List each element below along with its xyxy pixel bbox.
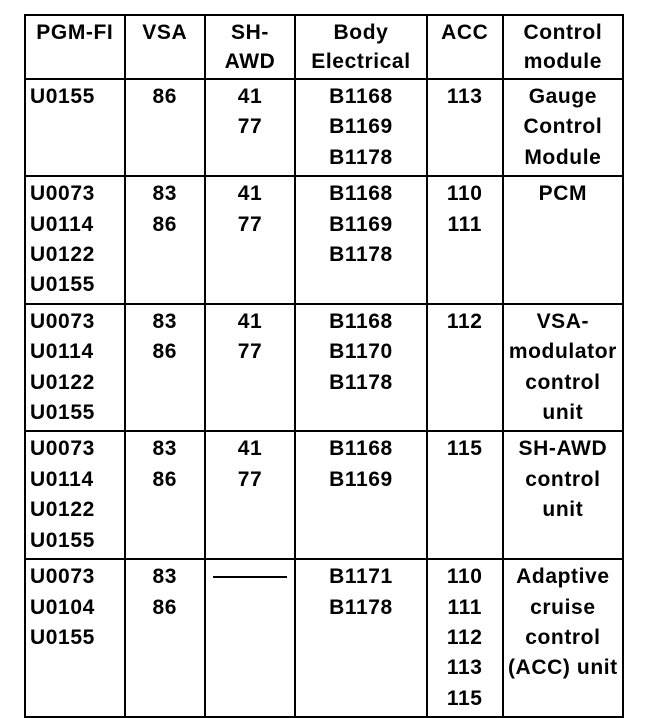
cell-sh-awd	[205, 559, 295, 717]
cell-pgm-fi	[25, 79, 125, 176]
module-text: Gauge	[528, 85, 598, 108]
header-body-electrical	[295, 15, 427, 79]
cell-body-electrical	[295, 79, 427, 176]
cell-pgm-fi	[25, 431, 125, 559]
cell-acc	[427, 559, 503, 717]
cell-vsa	[125, 304, 205, 432]
cell-sh-awd	[205, 79, 295, 176]
code: U0073	[30, 565, 95, 589]
code: 41	[237, 437, 263, 461]
module-text: VSA-	[536, 309, 590, 333]
code: U0155	[30, 401, 95, 425]
header-line: AWD	[224, 50, 276, 73]
code: 77	[237, 467, 263, 491]
code: 86	[152, 595, 177, 619]
cell-pgm-fi	[25, 304, 125, 432]
header-line: VSA	[142, 21, 188, 44]
code: 111	[447, 212, 482, 236]
code: 83	[152, 437, 177, 461]
code: 115	[446, 686, 483, 710]
module-text: Adaptive	[516, 565, 610, 589]
table-row	[25, 79, 623, 176]
header-line: Control	[523, 21, 603, 44]
code: 83	[152, 565, 177, 589]
code: U0114	[30, 340, 94, 364]
header-line: module	[523, 50, 603, 73]
header-sh-awd	[205, 15, 295, 79]
code: 77	[237, 212, 263, 236]
code: 86	[152, 85, 177, 108]
cell-vsa	[125, 176, 205, 304]
code: 41	[237, 309, 263, 333]
table-row	[25, 431, 623, 559]
code: B1178	[329, 243, 393, 267]
code: U0073	[30, 182, 95, 206]
header-vsa	[125, 15, 205, 79]
code: U0114	[30, 467, 94, 491]
cell-control-module	[503, 79, 623, 176]
module-text: Module	[524, 145, 602, 169]
code: U0104	[30, 595, 95, 619]
cell-control-module	[503, 304, 623, 432]
cell-vsa	[125, 431, 205, 559]
code: B1178	[329, 145, 393, 169]
header-line: SH-	[231, 21, 269, 44]
module-text: unit	[542, 498, 584, 522]
header-acc	[427, 15, 503, 79]
cell-acc	[427, 431, 503, 559]
code: U0122	[30, 243, 95, 267]
code: U0155	[30, 528, 95, 552]
module-text: modulator	[508, 340, 617, 364]
cell-pgm-fi	[25, 559, 125, 717]
cell-vsa	[125, 559, 205, 717]
dtc-table	[24, 14, 624, 718]
code: 77	[237, 340, 263, 364]
table-row	[25, 559, 623, 717]
header-line: PGM-FI	[36, 21, 114, 44]
code: U0122	[30, 370, 95, 394]
code: B1168	[329, 85, 393, 108]
cell-body-electrical	[295, 304, 427, 432]
cell-acc	[427, 79, 503, 176]
code: B1168	[329, 437, 393, 461]
cell-control-module	[503, 431, 623, 559]
code: U0155	[30, 85, 95, 108]
none-dash	[213, 576, 287, 578]
code: U0073	[30, 437, 95, 461]
code: 83	[152, 309, 177, 333]
code: 77	[237, 115, 263, 139]
header-pgm-fi	[25, 15, 125, 79]
code: B1170	[329, 340, 393, 364]
module-text: PCM	[538, 182, 588, 206]
code: B1171	[329, 565, 393, 589]
code: 115	[446, 437, 483, 461]
code: B1178	[329, 370, 393, 394]
code: 83	[152, 182, 177, 206]
code: 86	[152, 340, 177, 364]
table-row	[25, 176, 623, 304]
code: B1178	[329, 595, 393, 619]
header-row	[25, 15, 623, 79]
code: 112	[446, 625, 483, 649]
cell-sh-awd	[205, 304, 295, 432]
module-text: unit	[542, 401, 584, 425]
code: 112	[446, 309, 483, 333]
code: 113	[446, 85, 483, 108]
cell-sh-awd	[205, 176, 295, 304]
cell-control-module	[503, 559, 623, 717]
code: 113	[446, 656, 483, 680]
module-text: control	[525, 370, 601, 394]
code: 110	[446, 182, 483, 206]
header-line: Electrical	[311, 50, 411, 73]
cell-acc	[427, 176, 503, 304]
code: B1168	[329, 309, 393, 333]
module-text: control	[525, 467, 601, 491]
cell-vsa	[125, 79, 205, 176]
cell-control-module	[503, 176, 623, 304]
code: 86	[152, 467, 177, 491]
cell-body-electrical	[295, 431, 427, 559]
header-line: ACC	[441, 21, 489, 44]
header-control-module	[503, 15, 623, 79]
code: 86	[152, 212, 177, 236]
code: U0122	[30, 498, 95, 522]
cell-sh-awd	[205, 431, 295, 559]
module-text: cruise	[530, 595, 596, 619]
code: B1169	[329, 212, 393, 236]
code: 110	[446, 565, 483, 589]
module-text: control	[525, 625, 601, 649]
code: U0155	[30, 625, 95, 649]
code: B1169	[329, 467, 393, 491]
module-text: (ACC) unit	[507, 656, 618, 680]
cell-body-electrical	[295, 176, 427, 304]
code: 41	[237, 85, 263, 108]
table-row	[25, 304, 623, 432]
code: U0155	[30, 273, 95, 297]
module-text: SH-AWD	[518, 437, 608, 461]
code: U0073	[30, 309, 95, 333]
code: B1168	[329, 182, 393, 206]
code: U0114	[30, 212, 94, 236]
code: 111	[447, 595, 482, 619]
cell-body-electrical	[295, 559, 427, 717]
cell-pgm-fi	[25, 176, 125, 304]
module-text: Control	[523, 115, 603, 139]
header-line: Body	[333, 21, 389, 44]
code: 41	[237, 182, 263, 206]
cell-acc	[427, 304, 503, 432]
code: B1169	[329, 115, 393, 139]
